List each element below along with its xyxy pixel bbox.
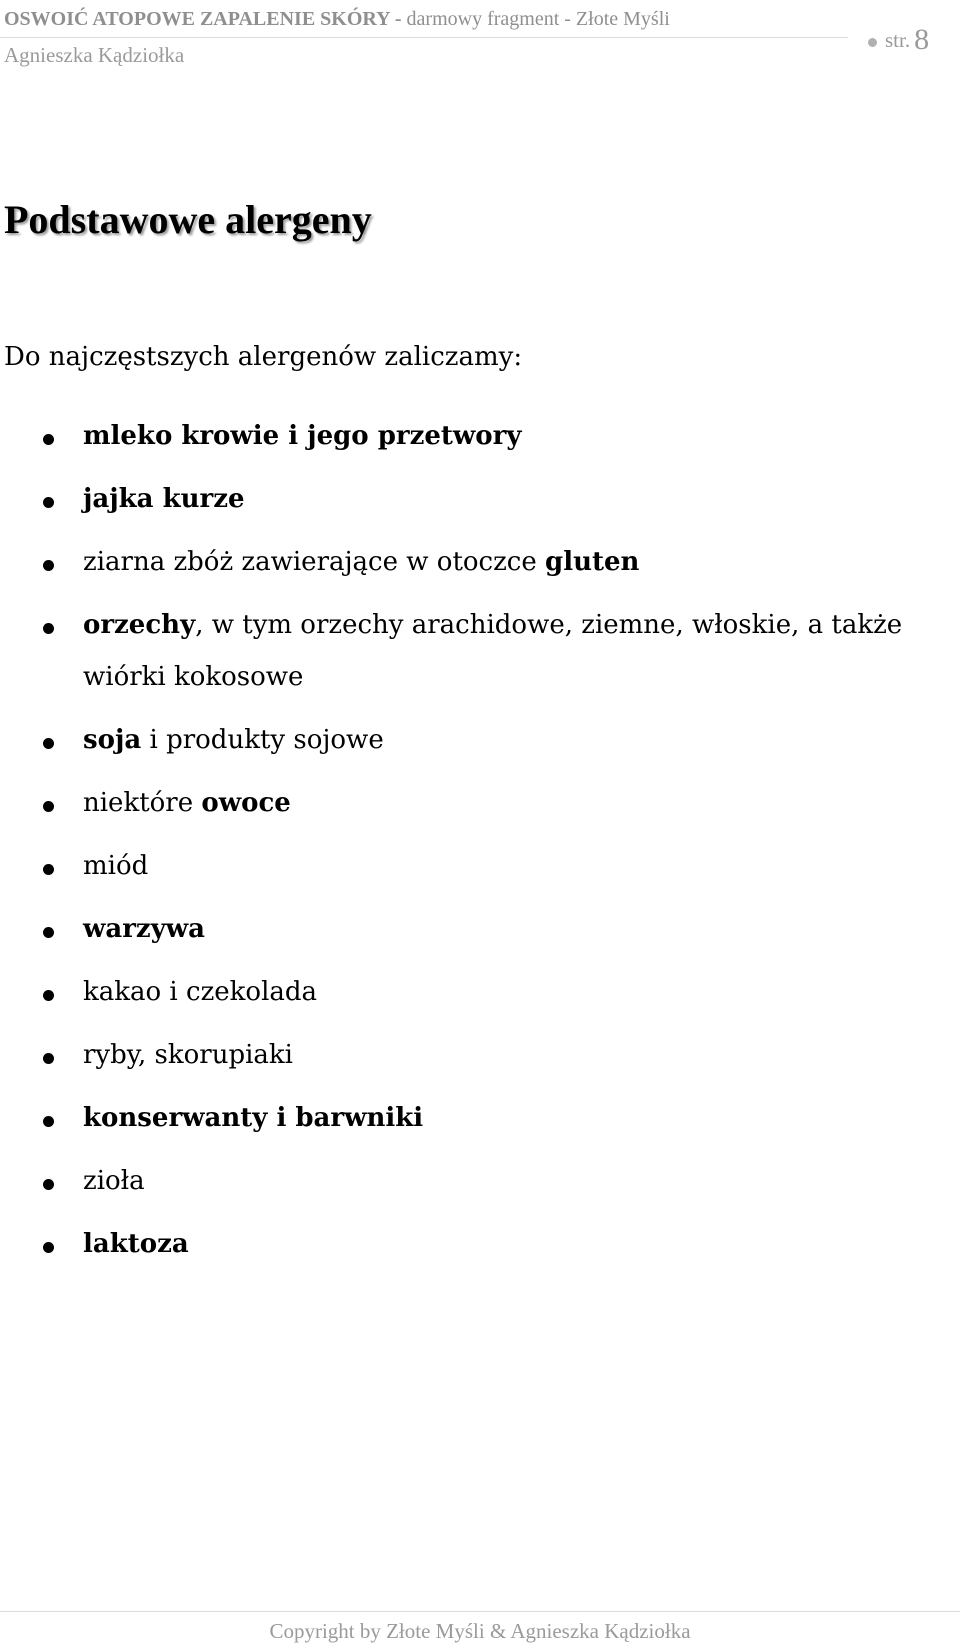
item-text-bold: mleko krowie i jego przetwory — [83, 421, 522, 451]
allergen-list-item — [0, 599, 960, 703]
fragment-label: darmowy fragment - Złote Myśli — [406, 8, 670, 30]
item-text: kakao i czekolada — [83, 977, 318, 1007]
bullet-icon — [43, 1116, 54, 1127]
allergen-list-item — [0, 473, 960, 525]
allergen-list-item — [0, 840, 960, 892]
copyright-footer: Copyright by Złote Myśli & Agnieszka Kądziołka — [269, 1619, 691, 1643]
book-title-line — [4, 8, 670, 31]
item-text-bold: gluten — [545, 547, 640, 577]
item-text-bold: konserwanty i barwniki — [83, 1103, 424, 1133]
book-title: OSWOIĆ ATOPOWE ZAPALENIE SKÓRY — [4, 8, 390, 30]
allergen-list-item — [0, 714, 960, 766]
item-text-bold: soja — [83, 725, 142, 755]
allergen-list-item — [0, 410, 960, 462]
bullet-icon — [43, 497, 54, 508]
item-text: i produkty sojowe — [141, 725, 384, 755]
item-text-bold: orzechy — [83, 610, 196, 640]
item-text: zioła — [83, 1166, 145, 1196]
title-separator: - — [389, 8, 407, 30]
bullet-icon — [43, 738, 54, 749]
page-number — [868, 23, 929, 57]
bullet-icon — [43, 801, 54, 812]
page-label: str. — [885, 28, 911, 52]
page-header — [0, 4, 960, 68]
bullet-icon — [43, 623, 54, 634]
allergen-list-item — [0, 1155, 960, 1207]
allergen-list-item — [0, 966, 960, 1018]
item-text: ryby, skorupiaki — [83, 1040, 293, 1070]
item-text-bold: jajka kurze — [83, 484, 245, 514]
bullet-icon — [43, 560, 54, 571]
bullet-icon — [43, 927, 54, 938]
footer-divider — [0, 1611, 960, 1612]
allergen-list-item — [0, 536, 960, 588]
bullet-icon — [43, 864, 54, 875]
item-text: , w tym orzechy arachidowe, ziemne, włoskie, a także — [195, 610, 903, 640]
intro-text: Do najczęstszych alergenów zaliczamy: — [4, 342, 523, 372]
item-text-bold: laktoza — [83, 1229, 189, 1259]
page-number-value: 8 — [914, 23, 930, 56]
bullet-icon — [43, 990, 54, 1001]
allergen-list-item — [0, 777, 960, 829]
bullet-icon — [43, 434, 54, 445]
item-text-bold: warzywa — [83, 914, 206, 944]
item-text: wiórki kokosowe — [83, 662, 304, 692]
allergen-list-item — [0, 1092, 960, 1144]
allergen-list-item — [0, 1029, 960, 1081]
header-divider — [0, 37, 848, 38]
item-text: niektóre — [83, 788, 202, 818]
bullet-icon — [43, 1179, 54, 1190]
bullet-icon — [43, 1242, 54, 1253]
page-dot-icon — [868, 38, 877, 47]
item-text: miód — [83, 851, 149, 881]
page-heading: Podstawowe alergeny — [4, 197, 372, 242]
item-text: ziarna zbóż zawierające w otoczce — [83, 547, 546, 577]
item-text-bold: owoce — [201, 788, 291, 818]
header-author: Agnieszka Kądziołka — [4, 43, 185, 67]
allergen-list-item — [0, 903, 960, 955]
allergen-list-item — [0, 1218, 960, 1270]
bullet-icon — [43, 1053, 54, 1064]
allergen-list — [0, 410, 960, 1270]
